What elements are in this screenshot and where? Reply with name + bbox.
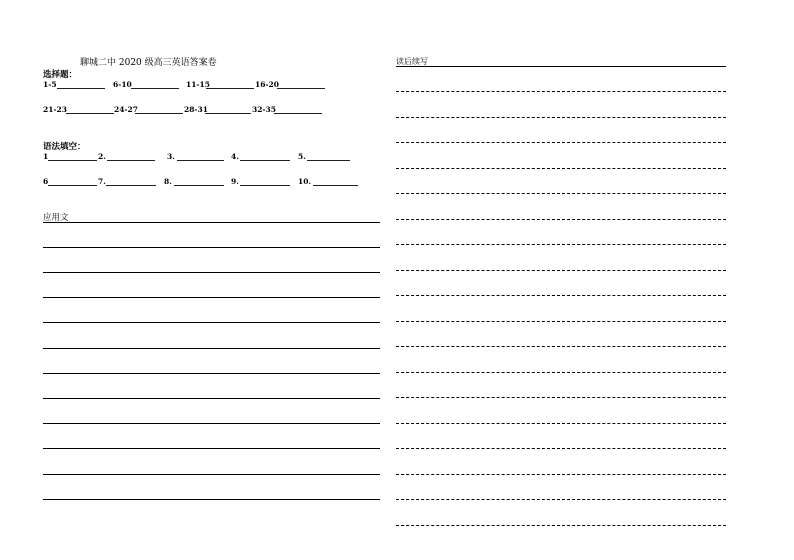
dashed-writing-line [396,168,726,169]
dashed-writing-line [396,448,726,449]
dashed-writing-line [396,219,726,220]
dashed-writing-line [396,117,726,118]
gf-answer-blank[interactable] [107,160,155,161]
gf-answer-blank[interactable] [177,160,224,161]
writing-line [43,373,380,374]
writing-line [43,474,380,475]
gf-answer-blank[interactable] [313,185,358,186]
gf-number-label: 7. [98,177,106,186]
dashed-writing-line [396,499,726,500]
dashed-writing-line [396,397,726,398]
writing-line [43,499,380,500]
dashed-writing-line [396,295,726,296]
heading-rule [396,66,726,67]
gf-number-label: 3. [167,152,175,161]
gf-number-label: 8. [164,177,172,186]
gf-answer-blank[interactable] [307,160,350,161]
mc-range-label: 1-5 [43,80,57,89]
multiple-choice-heading: 选择题： [43,70,78,80]
mc-answer-blank[interactable] [277,88,325,89]
continuation-writing-heading: 读后续写 [396,57,428,66]
mc-range-label: 21-23 [43,105,67,114]
writing-line [43,222,380,223]
gf-number-label: 1 [43,152,49,161]
dashed-writing-line [396,244,726,245]
gf-answer-blank[interactable] [106,185,156,186]
dashed-writing-line [396,193,726,194]
mc-range-label: 32-35 [252,105,276,114]
mc-answer-blank[interactable] [274,113,322,114]
gf-number-label: 2. [98,152,106,161]
writing-line [43,348,380,349]
gf-answer-blank[interactable] [174,185,224,186]
mc-range-label: 16-20 [255,80,279,89]
mc-answer-blank[interactable] [66,113,114,114]
writing-line [43,247,380,248]
mc-range-label: 24-27 [114,105,138,114]
dashed-writing-line [396,91,726,92]
writing-line [43,398,380,399]
gf-answer-blank[interactable] [48,185,97,186]
gf-answer-blank[interactable] [240,160,290,161]
practical-writing-heading: 应用文 [43,213,69,223]
gf-number-label: 9. [231,177,239,186]
writing-line [43,423,380,424]
mc-answer-blank[interactable] [206,88,254,89]
dashed-writing-line [396,321,726,322]
dashed-writing-line [396,142,726,143]
page-title: 聊城二中 2020 级高三英语答案卷 [80,58,217,68]
dashed-writing-line [396,270,726,271]
mc-range-label: 11-15 [186,80,210,89]
grammar-fill-heading: 语法填空： [43,142,86,152]
dashed-writing-line [396,346,726,347]
mc-answer-blank[interactable] [205,113,251,114]
gf-answer-blank[interactable] [240,185,290,186]
gf-answer-blank[interactable] [48,160,97,161]
writing-line [43,322,380,323]
mc-answer-blank[interactable] [131,88,179,89]
gf-number-label: 4. [231,152,239,161]
mc-answer-blank[interactable] [135,113,183,114]
mc-range-label: 6-10 [113,80,132,89]
gf-number-label: 6 [43,177,49,186]
writing-line [43,448,380,449]
gf-number-label: 5. [298,152,306,161]
dashed-writing-line [396,423,726,424]
dashed-writing-line [396,474,726,475]
mc-answer-blank[interactable] [57,88,105,89]
dashed-writing-line [396,372,726,373]
dashed-writing-line [396,525,726,526]
writing-line [43,272,380,273]
writing-line [43,297,380,298]
gf-number-label: 10. [298,177,312,186]
mc-range-label: 28-31 [184,105,208,114]
